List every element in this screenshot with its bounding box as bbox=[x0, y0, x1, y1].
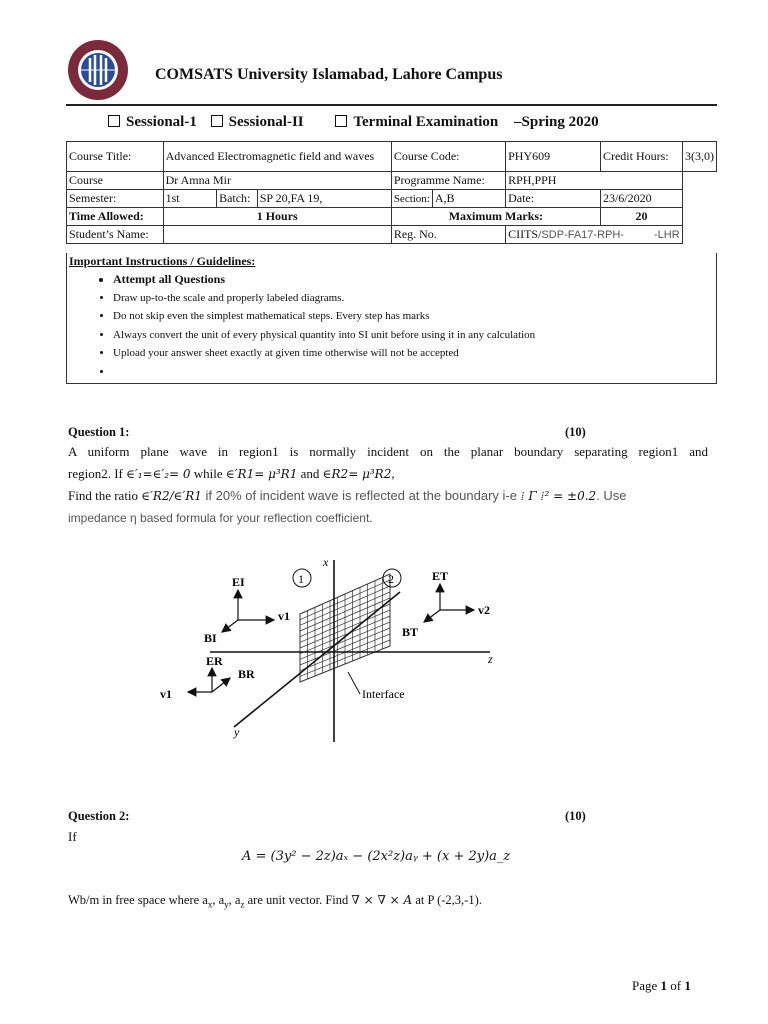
instructions-title: Important Instructions / Guidelines: bbox=[69, 254, 256, 268]
reg-no-label: Reg. No. bbox=[391, 226, 505, 244]
question-1-line-4: impedance η based formula for your reflection coefficient. bbox=[68, 511, 373, 525]
batch-value: SP 20,FA 19, bbox=[257, 190, 391, 208]
axis-z-label: z bbox=[488, 652, 493, 666]
course-code-value: PHY609 bbox=[506, 142, 601, 172]
B-R-label: BR bbox=[238, 667, 255, 681]
programme-label: Programme Name: bbox=[391, 172, 505, 190]
exam-option-sessional-1[interactable]: Sessional-1 bbox=[108, 114, 197, 130]
question-2-label: Question 2: bbox=[68, 809, 130, 823]
date-value: 23/6/2020 bbox=[600, 190, 682, 208]
incident-vectors bbox=[222, 590, 274, 632]
checkbox-icon[interactable] bbox=[335, 115, 347, 127]
checkbox-icon[interactable] bbox=[211, 115, 223, 127]
question-1-label: Question 1: bbox=[68, 425, 130, 439]
question-2-if: If bbox=[68, 829, 77, 844]
v1-top-label: v1 bbox=[278, 609, 290, 623]
batch-label: Batch: bbox=[217, 190, 258, 208]
v1-bottom-label: v1 bbox=[160, 687, 172, 701]
instructions-box bbox=[66, 253, 717, 384]
region-2-label: 2 bbox=[388, 572, 394, 586]
list-item: • Upload your answer sheet exactly at given time otherwise will not be accepted bbox=[113, 344, 716, 363]
list-item: • Draw up-to-the scale and properly labeled diagrams. bbox=[113, 289, 716, 308]
list-item bbox=[113, 363, 716, 382]
interface-pointer bbox=[348, 672, 360, 694]
reflected-vectors bbox=[188, 668, 230, 692]
student-name-field[interactable] bbox=[163, 226, 391, 244]
header-rule bbox=[66, 104, 717, 106]
instructor-value: Dr Amna Mir bbox=[163, 172, 391, 190]
question-1-text bbox=[68, 441, 708, 529]
date-label: Date: bbox=[506, 190, 601, 208]
max-marks-value: 20 bbox=[600, 208, 682, 226]
university-title: COMSATS University Islamabad, Lahore Campus bbox=[155, 66, 503, 83]
programme-value: RPH,PPH bbox=[506, 172, 683, 190]
max-marks-label: Maximum Marks: bbox=[391, 208, 600, 226]
question-2-equation: A = (3y² − 2z)aₓ − (2x²z)aᵧ + (x + 2y)a_z bbox=[242, 849, 511, 864]
B-I-label: BI bbox=[204, 631, 217, 645]
list-item: • Do not skip even the simplest mathematical steps. Every step has marks bbox=[113, 307, 716, 326]
exam-option-sessional-2[interactable]: Sessional-II bbox=[211, 114, 304, 130]
list-item: • Always convert the unit of every physical quantity into SI unit before using it in any calculation bbox=[113, 326, 716, 345]
list-item: • Attempt all Questions bbox=[113, 270, 716, 289]
course-title-value: Advanced Electromagnetic field and waves bbox=[163, 142, 391, 172]
reg-no-field[interactable]: CIITS/SDP-FA17-RPH- -LHR bbox=[506, 226, 683, 244]
exam-type-row bbox=[108, 114, 609, 131]
student-name-label: Student’s Name: bbox=[67, 226, 164, 244]
E-I-label: EI bbox=[232, 575, 245, 589]
course-info-table bbox=[66, 141, 717, 244]
question-1-marks: (10) bbox=[565, 425, 586, 439]
semester-value: 1st bbox=[163, 190, 216, 208]
semester-label: Semester: bbox=[67, 190, 164, 208]
interface-label: Interface bbox=[362, 687, 405, 701]
plane-wave-interface-diagram bbox=[150, 552, 610, 742]
credit-hours-label: Credit Hours: bbox=[600, 142, 682, 172]
credit-hours-value: 3(3,0) bbox=[683, 142, 717, 172]
time-allowed-label: Time Allowed: bbox=[67, 208, 164, 226]
checkbox-icon[interactable] bbox=[108, 115, 120, 127]
course-label: Course bbox=[67, 172, 164, 190]
B-T-label: BT bbox=[402, 625, 419, 639]
transmitted-vectors bbox=[424, 584, 474, 622]
section-value: A,B bbox=[432, 190, 505, 208]
exam-term: –Spring 2020 bbox=[514, 114, 599, 130]
v2-label: v2 bbox=[478, 603, 490, 617]
question-2-text: Wb/m in free space where $a_x$, $a_y$, $a_z$ are unit vector. Find ∇ × ∇ × A at P (-2,3,-1). bbox=[68, 893, 482, 910]
time-allowed-value: 1 Hours bbox=[163, 208, 391, 226]
axis-x-label: x bbox=[323, 555, 329, 569]
instructions-list bbox=[67, 270, 716, 381]
question-1-line-2: region2. If ∈′₁=∈′₂= 0 while ∈′R1= μ³R1 and ∈R2= μ³R2, bbox=[68, 466, 395, 481]
interface-grid bbox=[300, 574, 390, 682]
course-code-label: Course Code: bbox=[391, 142, 505, 172]
E-T-label: ET bbox=[432, 569, 449, 583]
question-1-line-3: Find the ratio ∈′R2/∈′R1 if 20% of incident wave is reflected at the boundary i-e ⁞ Γ ⁞² = ±0.2. Use bbox=[68, 488, 627, 503]
university-logo bbox=[66, 38, 130, 102]
course-title-label: Course Title: bbox=[67, 142, 164, 172]
axis-y-label: y bbox=[234, 725, 240, 739]
question-1-line-1: A uniform plane wave in region1 is normally incident on the planar boundary separating region1 and bbox=[68, 444, 708, 459]
region-1-label: 1 bbox=[298, 572, 304, 586]
E-R-label: ER bbox=[206, 654, 223, 668]
page-number: Page 1 of 1 bbox=[632, 978, 691, 993]
question-2-marks: (10) bbox=[565, 809, 586, 823]
exam-option-terminal[interactable]: Terminal Examination bbox=[335, 114, 498, 130]
section-label: Section: bbox=[391, 190, 432, 208]
